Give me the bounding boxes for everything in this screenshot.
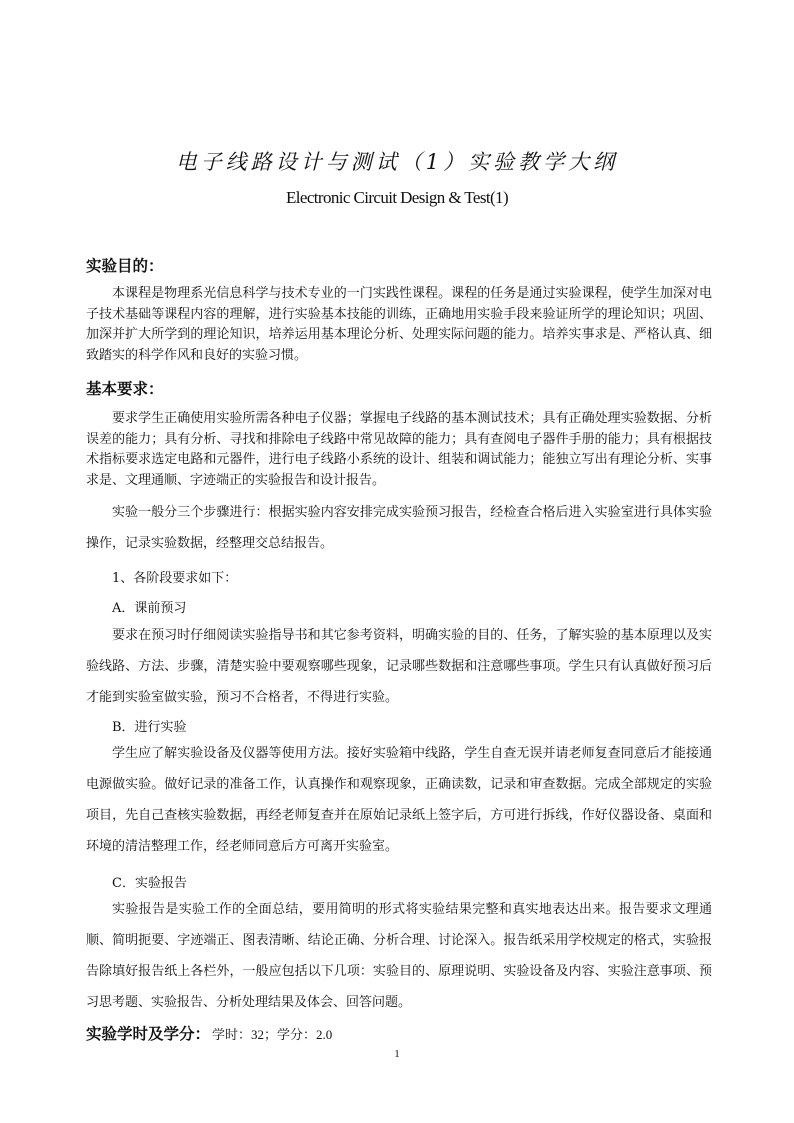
section-heading-purpose: 实验目的： bbox=[86, 257, 164, 275]
section-heading-hours bbox=[86, 1022, 332, 1044]
hours-heading-label: 实验学时及学分： bbox=[86, 1025, 211, 1043]
requirements-paragraph: 要求学生正确使用实验所需各种电子仪器；掌握电子线路的基本测试技术；具有正确处理实验数据、分析误差的能力；具有分析、寻找和排除电子线路中常见故障的能力；具有查阅电子器件手册的能力；具有根据技术指标要求选定电路和元器件，进行电子线路小系统的设计、组装和调试能力；能独立写出有理论分析、实事求是、文理通顺、字迹端正的实验报告和设计报告。 bbox=[86, 411, 712, 488]
purpose-paragraph: 本课程是物理系光信息科学与技术专业的一门实践性课程。课程的任务是通过实验课程，使学生加深对电子技术基础等课程内容的理解，进行实验基本技能的训练，正确地用实验手段来验证所学的理论知识；巩固、加深并扩大所学到的理论知识，培养运用基本理论分析、处理实际问题的能力。培养实事求是、严格认真、细致踏实的科学作风和良好的实验习惯。 bbox=[86, 286, 712, 363]
document-subtitle: Electronic Circuit Design & Test(1) bbox=[285, 188, 509, 207]
stage-a-title: A．课前预习 bbox=[112, 601, 187, 616]
document-title: 电子线路设计与测试（1）实验教学大纲 bbox=[175, 150, 619, 174]
stage-c-title: C．实验报告 bbox=[112, 876, 187, 891]
stage-list-heading: 1、各阶段要求如下： bbox=[112, 571, 238, 586]
section-heading-requirements: 基本要求： bbox=[86, 380, 164, 398]
steps-intro-paragraph: 实验一般分三个步骤进行：根据实验内容安排完成实验预习报告，经检查合格后进入实验室进行具体实验操作，记录实验数据，经整理交总结报告。 bbox=[86, 505, 712, 551]
stage-b-title: B．进行实验 bbox=[112, 720, 187, 735]
stage-c-paragraph: 实验报告是实验工作的全面总结，要用简明的形式将实验结果完整和真实地表达出来。报告要求文理通顺、简明扼要、字迹端正、图表清晰、结论正确、分析合理、讨论深入。报告纸采用学校规定的格式，实验报告除填好报告纸上各栏外，一般应包括以下几项：实验目的、原理说明、实验设备及内容、实验注意事项、预习思考题、实验报告、分析处理结果及体会、回答问题。 bbox=[86, 902, 712, 1010]
hours-credits-value: 学时：32；学分：2.0 bbox=[212, 1027, 333, 1042]
stage-a-paragraph: 要求在预习时仔细阅读实验指导书和其它参考资料，明确实验的目的、任务，了解实验的基本原理以及实验线路、方法、步骤，清楚实验中要观察哪些现象，记录哪些数据和注意哪些事项。学生只有认真做好预习后才能到实验室做实验，预习不合格者，不得进行实验。 bbox=[86, 628, 712, 705]
page-number: 1 bbox=[394, 1048, 400, 1060]
stage-b-paragraph: 学生应了解实验设备及仪器等使用方法。接好实验箱中线路，学生自查无误并请老师复查同意后才能接通电源做实验。做好记录的准备工作，认真操作和观察现象，正确读数，记录和审查数据。完成全部规定的实验项目，先自己查核实验数据，再经老师复查并在原始记录纸上签字后，方可进行拆线，作好仪器设备、桌面和环境的清洁整理工作，经老师同意后方可离开实验室。 bbox=[86, 746, 712, 854]
